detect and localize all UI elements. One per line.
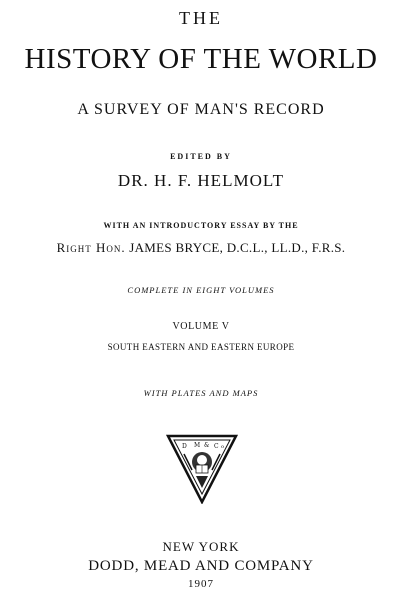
intro-essay-label: WITH AN INTRODUCTORY ESSAY BY THE <box>103 221 299 230</box>
emblem-ampersand: & <box>204 442 210 449</box>
essay-author-name: JAMES BRYCE, D.C.L., LL.D., F.R.S. <box>129 240 346 255</box>
essay-author-line <box>0 241 402 254</box>
plates-note: WITH PLATES AND MAPS <box>143 388 259 398</box>
book-title: HISTORY OF THE WORLD <box>24 43 378 75</box>
edited-by-label: EDITED BY <box>170 152 232 161</box>
publisher-name: DODD, MEAD AND COMPANY <box>88 558 314 574</box>
emblem-letter-m: M <box>194 442 201 449</box>
editor-name: DR. H. F. HELMOLT <box>117 171 285 190</box>
publisher-emblem-icon <box>166 432 238 504</box>
volume-number: VOLUME V <box>172 321 230 332</box>
publication-year: 1907 <box>188 578 214 590</box>
title-article: THE <box>179 8 223 28</box>
volume-region: SOUTH EASTERN AND EASTERN EUROPE <box>107 342 295 352</box>
essay-author-prefix: Right Hon. <box>56 240 126 255</box>
publisher-city: NEW YORK <box>162 539 240 554</box>
book-subtitle: A SURVEY OF MAN'S RECORD <box>77 101 325 118</box>
emblem-letter-c: C <box>214 443 219 450</box>
emblem-letter-d: D <box>182 443 187 450</box>
complete-volumes-note: COMPLETE IN EIGHT VOLUMES <box>127 285 275 295</box>
emblem-letter-o: o <box>221 444 225 450</box>
